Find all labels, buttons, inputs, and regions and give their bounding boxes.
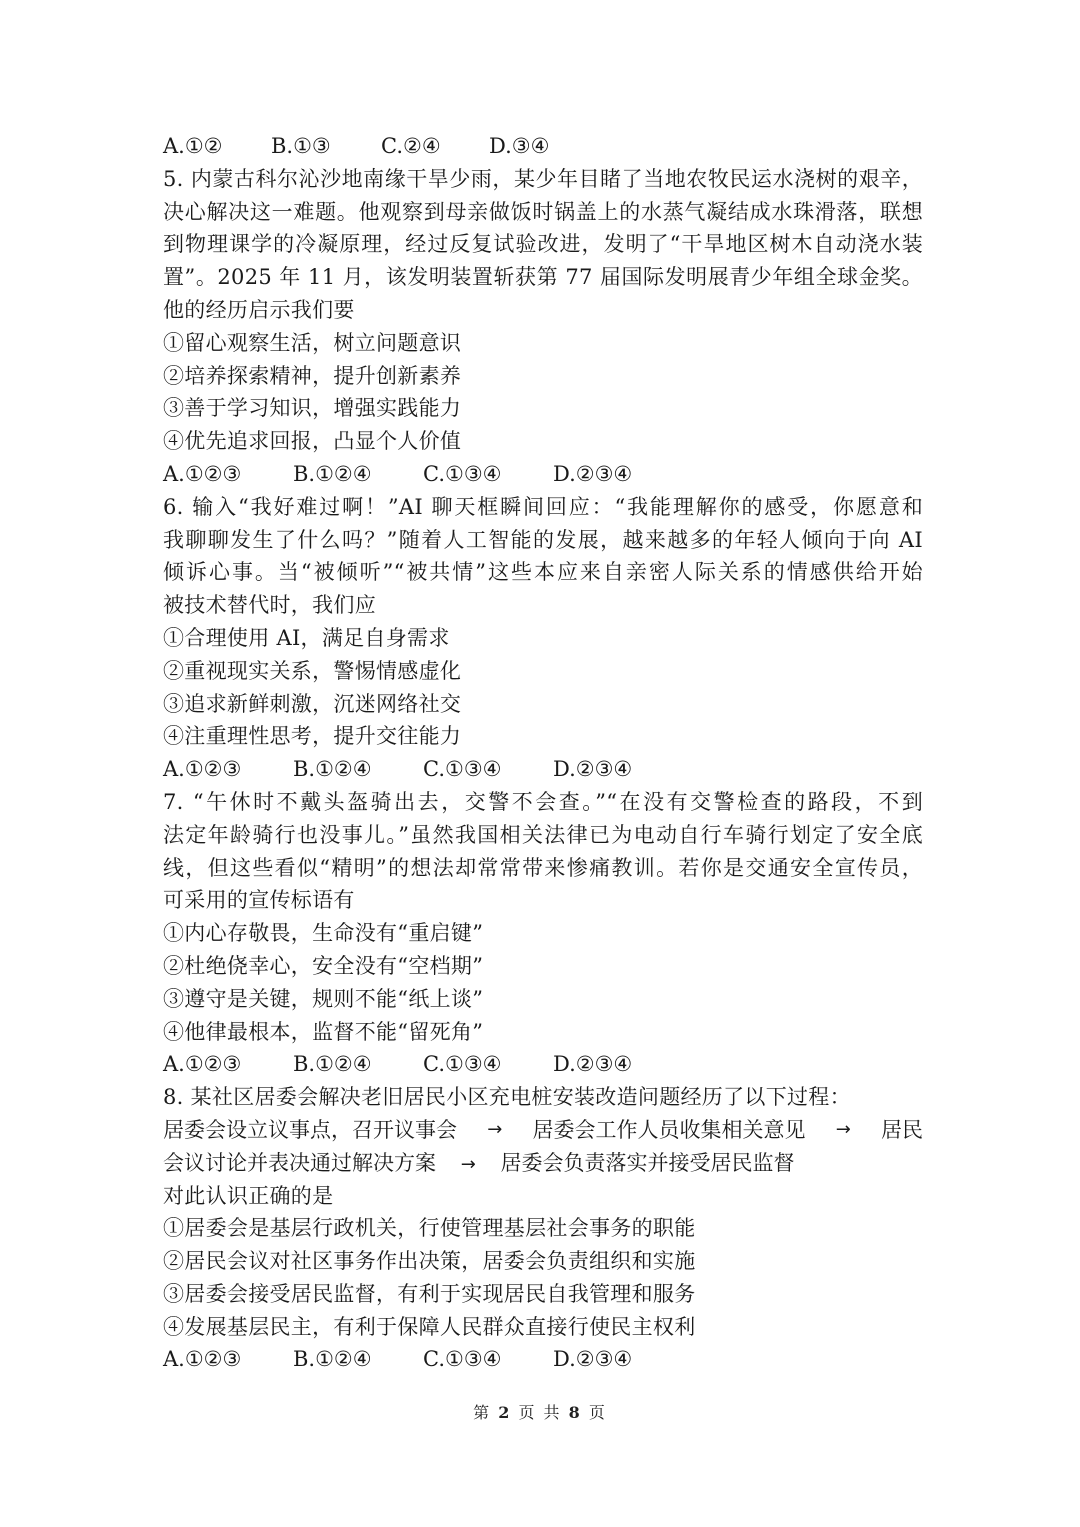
q5-stem-line: 决心解决这一难题。他观察到母亲做饭时锅盖上的水蒸气凝结成水珠滑落，联想 bbox=[163, 199, 923, 224]
q5-stem-line: 置”。2025 年 11 月，该发明装置斩获第 77 届国际发明展青少年组全球金奖。 bbox=[163, 265, 923, 290]
page-content bbox=[163, 130, 923, 1376]
q8-item: ④发展基层民主，有利于保障人民群众直接行使民主权利 bbox=[163, 1314, 696, 1339]
q5-item: ②培养探索精神，提升创新素养 bbox=[163, 363, 462, 388]
q7-item: ③遵守是关键，规则不能“纸上谈” bbox=[163, 986, 484, 1011]
question-8 bbox=[163, 1081, 923, 1376]
question-5 bbox=[163, 163, 923, 491]
q6-option-c: C.①③④ bbox=[423, 757, 502, 782]
footer-page-number: 2 bbox=[498, 1403, 512, 1422]
q6-item: ③追求新鲜刺激，沉迷网络社交 bbox=[163, 691, 462, 716]
q6-stem-line: 倾诉心事。当“被倾听”“被共情”这些本应来自亲密人际关系的情感供给开始 bbox=[163, 560, 923, 585]
q6-option-d: D.②③④ bbox=[553, 757, 633, 782]
q8-flow-line-1 bbox=[163, 1114, 923, 1147]
q8-item: ③居委会接受居民监督，有利于实现居民自我管理和服务 bbox=[163, 1281, 696, 1306]
q5-options bbox=[163, 458, 923, 491]
q7-item: ②杜绝侥幸心，安全没有“空档期” bbox=[163, 953, 484, 978]
q4-option-a: A.①② bbox=[163, 134, 223, 158]
page-footer bbox=[0, 1400, 1080, 1423]
q6-item: ④注重理性思考，提升交往能力 bbox=[163, 724, 462, 749]
footer-total-pages: 8 bbox=[568, 1403, 582, 1422]
q8-flow-step-4: 居委会负责落实并接受居民监督 bbox=[500, 1150, 795, 1175]
q4-option-c: C.②④ bbox=[381, 134, 441, 158]
arrow-right-icon: → bbox=[487, 1118, 503, 1140]
q8-flow-step-3-start: 居民 bbox=[881, 1117, 923, 1142]
q8-question: 对此认识正确的是 bbox=[163, 1183, 334, 1208]
question-6 bbox=[163, 491, 923, 786]
q8-item: ②居民会议对社区事务作出决策，居委会负责组织和实施 bbox=[163, 1249, 696, 1274]
question-7 bbox=[163, 786, 923, 1081]
q7-stem-line: 可采用的宣传标语有 bbox=[163, 888, 355, 913]
q8-flow-line-2 bbox=[163, 1147, 923, 1180]
q4-options bbox=[163, 130, 923, 163]
q7-stem-line: 线，但这些看似“精明”的想法却常常带来惨痛教训。若你是交通安全宣传员， bbox=[163, 855, 923, 880]
q8-item: ①居委会是基层行政机关，行使管理基层社会事务的职能 bbox=[163, 1216, 696, 1241]
q5-option-c: C.①③④ bbox=[423, 461, 502, 486]
footer-prefix: 第 bbox=[473, 1403, 492, 1422]
q8-flow-step-3-end: 会议讨论并表决通过解决方案 bbox=[163, 1150, 436, 1175]
q8-option-c: C.①③④ bbox=[423, 1347, 502, 1372]
footer-suffix: 页 bbox=[588, 1403, 607, 1422]
q5-stem-line: 到物理课学的冷凝原理，经过反复试验改进，发明了“干旱地区树木自动浇水装 bbox=[163, 232, 923, 257]
q8-options bbox=[163, 1343, 923, 1376]
q6-item: ②重视现实关系，警惕情感虚化 bbox=[163, 658, 462, 683]
q5-item: ④优先追求回报，凸显个人价值 bbox=[163, 429, 462, 454]
footer-middle: 页 共 bbox=[518, 1403, 562, 1422]
q6-item: ①合理使用 AI，满足自身需求 bbox=[163, 625, 450, 650]
q8-flow-step-2: 居委会工作人员收集相关意见 bbox=[532, 1117, 806, 1142]
q7-stem-line: 7. “午休时不戴头盔骑出去，交警不会查。”“在没有交警检查的路段，不到 bbox=[163, 789, 923, 814]
q7-option-b: B.①②④ bbox=[293, 1052, 372, 1077]
arrow-right-icon: → bbox=[460, 1153, 476, 1175]
q7-option-c: C.①③④ bbox=[423, 1052, 502, 1077]
q5-stem-line: 他的经历启示我们要 bbox=[163, 297, 355, 322]
q4-option-d: D.③④ bbox=[489, 134, 550, 158]
q7-item: ④他律最根本，监督不能“留死角” bbox=[163, 1019, 484, 1044]
q6-stem-line: 6. 输入“我好难过啊！”AI 聊天框瞬间回应：“我能理解你的感受，你愿意和 bbox=[163, 494, 923, 519]
q5-item: ③善于学习知识，增强实践能力 bbox=[163, 396, 462, 421]
q7-stem-line: 法定年龄骑行也没事儿。”虽然我国相关法律已为电动自行车骑行划定了安全底 bbox=[163, 822, 923, 847]
q5-option-b: B.①②④ bbox=[293, 461, 372, 486]
q6-option-b: B.①②④ bbox=[293, 757, 372, 782]
q8-flow-step-1: 居委会设立议事点，召开议事会 bbox=[163, 1117, 457, 1142]
q8-option-d: D.②③④ bbox=[553, 1347, 633, 1372]
q7-item: ①内心存敬畏，生命没有“重启键” bbox=[163, 921, 484, 946]
q5-stem-line: 5. 内蒙古科尔沁沙地南缘干旱少雨，某少年目睹了当地农牧民运水浇树的艰辛， bbox=[163, 166, 923, 191]
q5-option-a: A.①②③ bbox=[163, 461, 242, 486]
q8-option-a: A.①②③ bbox=[163, 1347, 242, 1372]
q5-item: ①留心观察生活，树立问题意识 bbox=[163, 330, 462, 355]
q6-options bbox=[163, 753, 923, 786]
arrow-right-icon: → bbox=[835, 1118, 851, 1140]
q7-option-d: D.②③④ bbox=[553, 1052, 633, 1077]
q4-option-b: B.①③ bbox=[271, 134, 331, 158]
q7-option-a: A.①②③ bbox=[163, 1052, 242, 1077]
q8-option-b: B.①②④ bbox=[293, 1347, 372, 1372]
q6-stem-line: 被技术替代时，我们应 bbox=[163, 593, 376, 618]
q6-stem-line: 我聊聊发生了什么吗？”随着人工智能的发展，越来越多的年轻人倾向于向 AI bbox=[163, 527, 923, 552]
q8-stem: 8. 某社区居委会解决老旧居民小区充电桩安装改造问题经历了以下过程： bbox=[163, 1085, 851, 1110]
q7-options bbox=[163, 1048, 923, 1081]
q6-option-a: A.①②③ bbox=[163, 757, 242, 782]
q5-option-d: D.②③④ bbox=[553, 461, 633, 486]
